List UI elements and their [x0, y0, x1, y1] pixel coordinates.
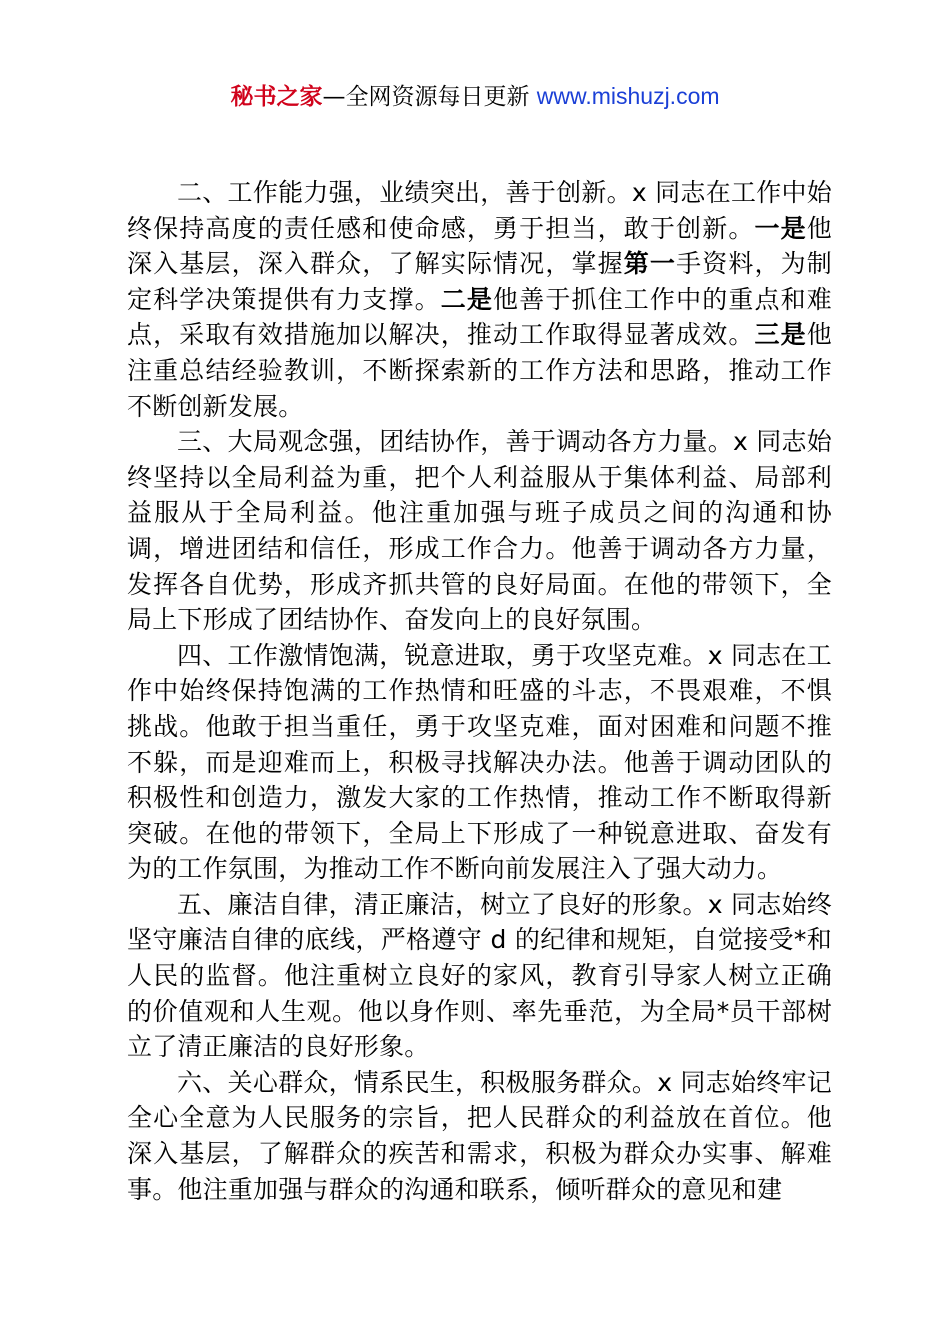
emphasis-text: 第一 [623, 249, 677, 279]
paragraph-text: 六、关心群众，情系民生，积极服务群众。x 同志始终牢记全心全意为人民服务的宗旨，把人民群众的利益放在首位。他深入基层，了解群众的疾苦和需求，积极为群众办实事、解难事。他注重加强与群众的沟通和联系，倾听群众的意见和建 [127, 1067, 832, 1204]
document-paragraph [127, 424, 832, 638]
site-header [0, 80, 950, 113]
document-paragraph [127, 175, 832, 424]
paragraph-text: 四、工作激情饱满，锐意进取，勇于攻坚克难。x 同志在工作中始终保持饱满的工作热情和旺盛的斗志，不畏艰难，不惧挑战。他敢于担当重任，勇于攻坚克难，面对困难和问题不推不躲，而是迎难而上，积极寻找解决办法。他善于调动团队的积极性和创造力，激发大家的工作热情，推动工作不断取得新突破。在他的带领下，全局上下形成了一种锐意进取、奋发有为的工作氛围，为推动工作不断向前发展注入了强大动力。 [127, 640, 832, 884]
emphasis-text: 一是 [754, 213, 807, 243]
site-brand: 秘书之家 [230, 84, 323, 110]
paragraph-text: 他善于抓住工作中的重点和难点，采取有效措施加以解决，推动工作取得显著成效。 [127, 284, 832, 350]
document-paragraph [127, 1065, 832, 1207]
document-body [127, 175, 832, 1207]
emphasis-text: 三是 [754, 320, 807, 350]
paragraph-text: 五、廉洁自律，清正廉洁，树立了良好的形象。x 同志始终坚守廉洁自律的底线，严格遵守 d 的纪律和规矩，自觉接受*和人民的监督。他注重树立良好的家风，教育引导家人树立正确的价值观和人生观。他以身作则、率先垂范，为全局*员干部树立了清正廉洁的良好形象。 [127, 889, 832, 1062]
document-paragraph [127, 638, 832, 887]
paragraph-text: 二、工作能力强，业绩突出，善于创新。x 同志在工作中始终保持高度的责任感和使命感，勇于担当，敢于创新。 [127, 178, 832, 243]
paragraph-text: 三、大局观念强，团结协作，善于调动各方力量。x 同志始终坚持以全局利益为重，把个人利益服从于集体利益、局部利益服从于全局利益。他注重加强与班子成员之间的沟通和协调，增进团结和信任，形成工作合力。他善于调动各方力量，发挥各自优势，形成齐抓共管的良好局面。在他的带领下，全局上下形成了团结协作、奋发向上的良好氛围。 [127, 427, 832, 635]
paragraph-text: 他深入基层，深入群众，了解实际情况，掌握 [127, 213, 832, 279]
site-url-link[interactable]: www.mishuzj.com [536, 83, 720, 109]
document-paragraph [127, 887, 832, 1065]
emphasis-text: 二是 [440, 284, 494, 314]
paragraph-text: 手资料，为制定科学决策提供有力支撑。 [127, 249, 832, 314]
site-tagline: —全网资源每日更新 [322, 84, 537, 110]
paragraph-text: 他注重总结经验教训，不断探索新的工作方法和思路，推动工作不断创新发展。 [127, 320, 832, 421]
